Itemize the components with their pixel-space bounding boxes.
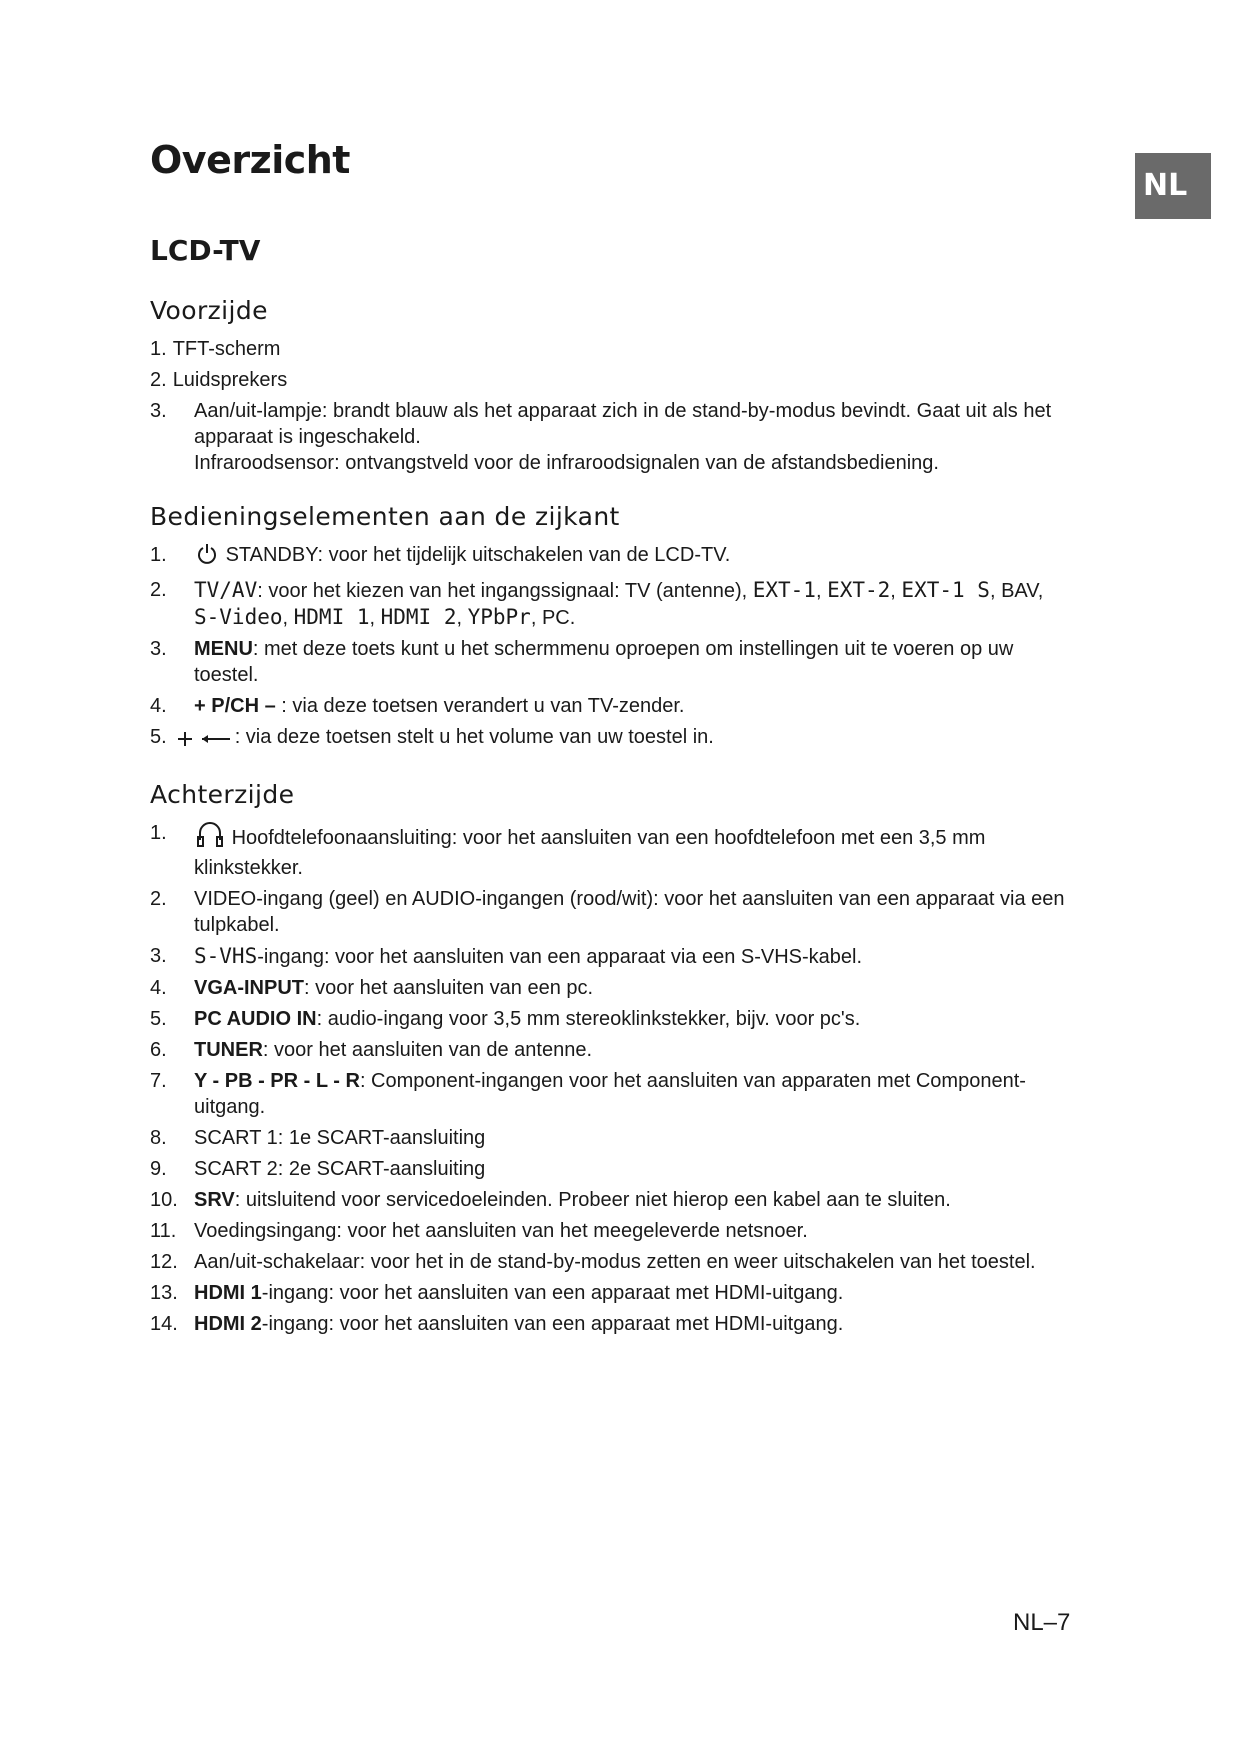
page-number: NL–7 [1013, 1609, 1071, 1636]
list-item [150, 1156, 1070, 1182]
item-text: Aan/uit-lampje: brandt blauw als het apparaat zich in de stand-by-modus bevindt. Gaat uit als het apparaat is ingeschakeld. [194, 400, 1052, 448]
item-text: voor het aansluiten van een hoofdtelefoon met een 3,5 mm klinkstekker. [194, 827, 986, 879]
item-number: 1. [150, 822, 167, 844]
option-ypbpr: YPbPr [467, 605, 531, 629]
list-item [150, 636, 1070, 688]
item-label: PC AUDIO IN [194, 1008, 317, 1030]
list-item [150, 943, 1070, 970]
item-text: SCART 2: 2e SCART-aansluiting [194, 1158, 486, 1180]
item-text: : via deze toetsen stelt u het volume van uw toestel in. [234, 726, 714, 748]
item-text: : audio-ingang voor 3,5 mm stereoklinkstekker, bijv. voor pc's. [316, 1008, 861, 1030]
item-label: + P/CH – [194, 695, 276, 717]
list-item [150, 820, 1070, 881]
item-text: TFT-scherm [172, 338, 281, 360]
item-label: TUNER [194, 1039, 263, 1061]
item-label: MENU [194, 638, 253, 660]
item-text: Infraroodsensor: ontvangstveld voor de infraroodsignalen van de afstandsbediening. [194, 452, 939, 474]
list-item [150, 886, 1070, 938]
list-item [150, 1006, 1070, 1032]
item-number: 3. [150, 638, 167, 660]
item-number: 1. [150, 544, 167, 566]
item-number: 9. [150, 1158, 167, 1180]
item-text: : voor het aansluiten van de antenne. [262, 1039, 593, 1061]
item-text: VIDEO-ingang (geel) en AUDIO-ingangen (rood/wit): voor het aansluiten van een apparaat via een tulpkabel. [194, 888, 1065, 936]
item-number: 13. [150, 1282, 178, 1304]
list-voorzijde [150, 336, 1070, 476]
option-ext2: EXT-2 [827, 578, 891, 602]
list-item: 2. TV/AV: voor het kiezen van het ingangssignaal: TV (antenne), EXT-1, EXT-2, EXT-1 S, BAV, S-Video, HDMI 1, HDMI 2, YPbPr, PC. [150, 578, 1044, 629]
item-number: 4. [150, 695, 167, 717]
language-tab: NL [1135, 153, 1211, 219]
item-number: 5. [150, 726, 167, 748]
item-text: -ingang: voor het aansluiten van een apparaat via een S-VHS-kabel. [257, 946, 863, 968]
item-number: 8. [150, 1127, 167, 1149]
item-text: SCART 1: 1e SCART-aansluiting [194, 1127, 486, 1149]
item-text: : voor het kiezen van het ingangssignaal: [257, 580, 625, 602]
item-number: 14. [150, 1313, 178, 1335]
item-number: 2. [150, 888, 167, 910]
item-text: -ingang: voor het aansluiten van een apparaat met HDMI-uitgang. [261, 1313, 844, 1335]
option-svideo: S-Video [194, 605, 283, 629]
item-number: 2. [150, 369, 167, 391]
option-ext1: EXT-1 [752, 578, 816, 602]
item-number: 2. [150, 579, 167, 601]
item-text: -ingang: voor het aansluiten van een apparaat met HDMI-uitgang. [261, 1282, 844, 1304]
item-label: HDMI 1 [194, 1282, 262, 1304]
list-item [150, 1068, 1070, 1120]
section-title-lcd-tv: LCD-TV [150, 234, 261, 267]
list-item [150, 1311, 1070, 1337]
item-number: 3. [150, 400, 167, 422]
option-ext1s: EXT-1 S [901, 578, 990, 602]
item-text: Luidsprekers [172, 369, 288, 391]
list-item [150, 367, 1070, 393]
headphone-icon [197, 820, 223, 855]
item-number: 3. [150, 945, 167, 967]
list-item [150, 1125, 1070, 1151]
heading-achterzijde: Achterzijde [150, 780, 295, 809]
item-text: : uitsluitend voor servicedoeleinden. Probeer niet hierop een kabel aan te sluiten. [234, 1189, 951, 1211]
item-text: (antenne), [650, 580, 753, 602]
list-item [150, 975, 1070, 1001]
item-text: Voedingsingang: voor het aansluiten van het meegeleverde netsnoer. [194, 1220, 808, 1242]
item-number: 10. [150, 1189, 178, 1211]
list-item [150, 724, 1070, 754]
list-item [150, 336, 1070, 362]
item-text: : voor het aansluiten van een pc. [304, 977, 594, 999]
content [150, 292, 1070, 1342]
list-item [150, 398, 1070, 476]
option-tv: TV [624, 580, 651, 602]
heading-bediening: Bedieningselementen aan de zijkant [150, 502, 620, 531]
item-number: 7. [150, 1070, 167, 1092]
list-item [150, 1249, 1070, 1275]
item-label: Hoofdtelefoonaansluiting: [231, 827, 458, 849]
list-item [150, 1280, 1070, 1306]
item-number: 5. [150, 1008, 167, 1030]
item-label: TV/AV [194, 578, 258, 602]
list-achterzijde [150, 820, 1070, 1337]
option-hdmi1: HDMI 1 [293, 605, 370, 629]
list-item [150, 693, 1070, 719]
item-text: : via deze toetsen verandert u van TV-zender. [275, 695, 685, 717]
list-bediening [150, 542, 1070, 754]
item-label: S-VHS [194, 944, 258, 968]
option-hdmi2: HDMI 2 [380, 605, 457, 629]
list-item [150, 1218, 1070, 1244]
item-label: SRV [194, 1189, 235, 1211]
item-number: 1. [150, 338, 167, 360]
option-pc: PC [541, 607, 570, 629]
list-item [150, 1037, 1070, 1063]
item-text: Aan/uit-schakelaar: voor het in de stand-by-modus zetten en weer uitschakelen van het toestel. [194, 1251, 1036, 1273]
item-number: 6. [150, 1039, 167, 1061]
heading-voorzijde: Voorzijde [150, 296, 268, 325]
item-number: 12. [150, 1251, 178, 1273]
item-label: STANDBY: [225, 544, 323, 566]
option-bav: BAV [1001, 580, 1038, 602]
volume-plus-minus-icon [176, 728, 232, 754]
item-number: 11. [150, 1220, 177, 1242]
page-title: Overzicht [150, 138, 350, 182]
power-icon [197, 543, 217, 572]
item-label: VGA-INPUT [194, 977, 304, 999]
item-text: : met deze toets kunt u het schermmenu oproepen om instellingen uit te voeren op uw toestel. [194, 638, 1014, 686]
list-item [150, 542, 1070, 572]
item-label: HDMI 2 [194, 1313, 262, 1335]
item-text: voor het tijdelijk uitschakelen van de LCD-TV. [328, 544, 731, 566]
item-text: : Component-ingangen voor het aansluiten van apparaten met Component-uitgang. [194, 1070, 1026, 1118]
item-number: 4. [150, 977, 167, 999]
list-item [150, 1187, 1070, 1213]
item-label: Y - PB - PR - L - R [194, 1070, 360, 1092]
